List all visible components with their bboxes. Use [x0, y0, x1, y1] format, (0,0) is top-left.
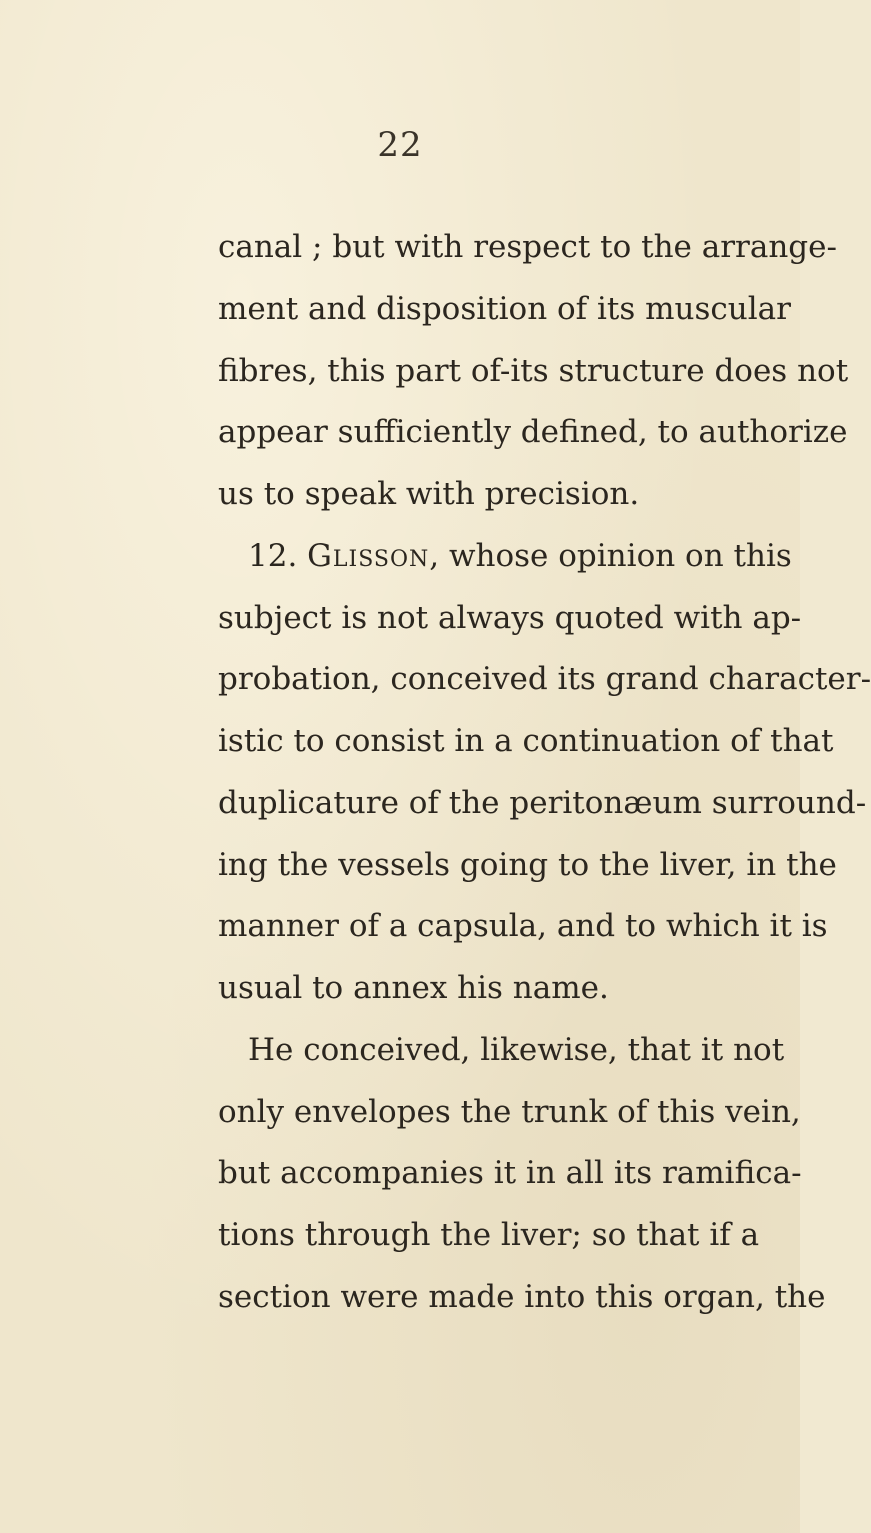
text-line-15: only envelopes the trunk of this vein,: [218, 1093, 801, 1130]
text-line-2: ment and disposition of its muscular: [218, 290, 791, 327]
text-line-18: section were made into this organ, the: [218, 1278, 826, 1315]
text-line-4: appear sufficiently defined, to authorize: [218, 414, 848, 451]
text-line-9: istic to consist in a continuation of that: [218, 723, 834, 759]
text-line-10: duplicature of the peritonæum surround-: [218, 784, 867, 821]
paragraph-12-first-line: [218, 526, 792, 588]
text-line-6: , whose opinion on this: [429, 537, 792, 574]
text-line-3: fibres, this part of-its structure does not: [218, 352, 849, 389]
text-line-7: subject is not always quoted with ap-: [218, 599, 802, 636]
body-text: [218, 217, 871, 1329]
text-line-11: ing the vessels going to the liver, in the: [218, 846, 837, 883]
text-line-13: usual to annex his name.: [218, 970, 609, 1006]
text-line-1: canal ; but with respect to the arrange-: [218, 229, 837, 265]
text-line-12: manner of a capsula, and to which it is: [218, 908, 828, 945]
text-line-14: He conceived, likewise, that it not: [248, 1031, 785, 1068]
text-line-5: us to speak with precision.: [218, 476, 640, 512]
text-line-17: tions through the liver; so that if a: [218, 1217, 760, 1253]
text-line-8: probation, conceived its grand character-: [218, 661, 871, 698]
section-number: 12.: [248, 537, 298, 574]
author-name: Glisson: [307, 537, 430, 574]
page-number: 22: [377, 125, 423, 165]
text-line-16: but accompanies it in all its ramifica-: [218, 1155, 802, 1192]
